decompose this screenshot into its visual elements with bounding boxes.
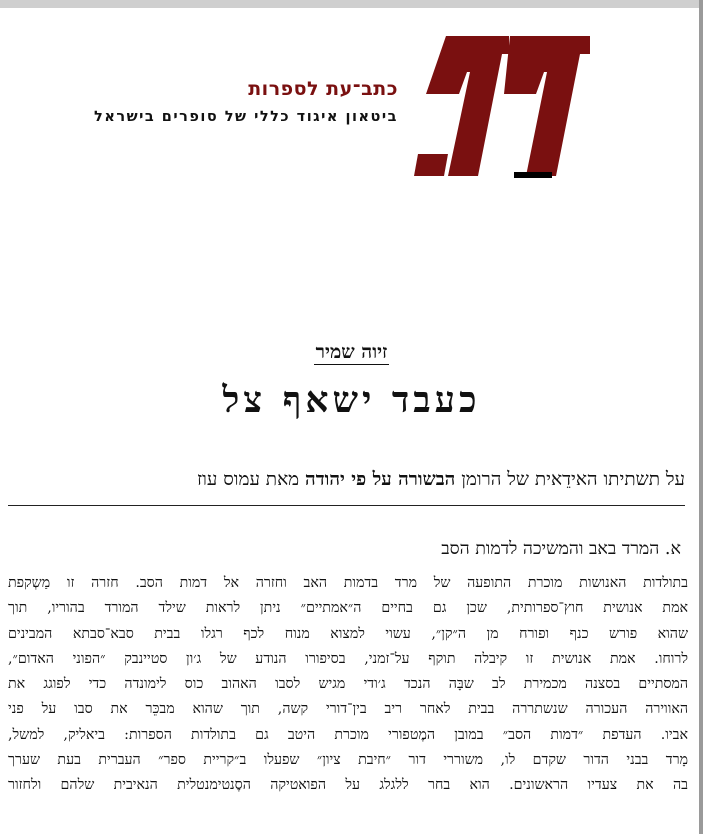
section-heading: א. המרד באב והמשיכה לדמות הסב	[441, 539, 681, 559]
body-line: המסתיים בסצנה מכמירת לב שבָּה הנכד ג׳ודי מגיש לסבו האהוב כוס לימונדה כדי לפוגג את	[8, 676, 688, 693]
divider	[8, 505, 685, 506]
body-line: בה את צעדיו הראשונים. הוא בחר ללגלג על הפואטיקה הסֶנטימנטלית הנאיבית שלהם ולחזור	[8, 777, 688, 794]
brand-subtitle: ביטאון איגוד כללי של סופרים בישראל	[94, 109, 398, 125]
body-line: שהוא פורש כנף ופורח מן ה״קן״, עשוי למצוא מנוח לכף רגלו בבית סבא־סבתא המבינים	[8, 625, 688, 642]
subtitle-book-title: הבשורה על פי יהודה	[305, 469, 456, 490]
body-line: לרוחו. אמת אנושית זו קיבלה תוקף על־זמני, בסיפורו הנודע של ג׳ון סטיינבק ״הפוני האדום״,	[8, 650, 688, 667]
journal-logo-icon	[414, 34, 594, 184]
article-subtitle	[8, 469, 685, 491]
body-line: בתולדות האנושות מוכרת התופעה של מרד בדמות האב וחזרה אל דמות הסב. חזרה זו מַשְקפת	[8, 575, 688, 591]
body-line: אביו. העדפת ״דמות הסב״ במובן המֶטפורי מוכרת היטב גם בתולדות הספרות: ביאליק, למשל,	[8, 726, 688, 743]
brand-title: כתב־עת לספרות	[248, 78, 398, 100]
body-line: האווירה העכורה שנשתררה בבית לאחר ריב בין־דורי קשה, תוך שהוא מבכֵּר את סבו על פני	[8, 701, 688, 718]
article-author	[0, 341, 703, 364]
article-body	[8, 571, 688, 799]
author-name: זיוה שמיר	[315, 341, 388, 363]
body-line: מָרד בבני הדור שקדם לו, משוררי דור ״חיבת ציון״ שפעלו ב״קריית ספר״ העברית בעת שערך	[8, 752, 688, 769]
top-border	[0, 0, 703, 8]
body-line: אמת אנושית חוץ־ספרותית, שכן גם בחיים ה״אמתיים״ ניתן לראות שילד המורד בהוריו, תוך	[8, 600, 688, 617]
subtitle-suffix: מאת עמוס עוז	[196, 469, 300, 490]
subtitle-prefix: על תשתיתו האידֵאית של הרומן	[461, 469, 685, 490]
article-title: כעבד ישאף צל	[222, 379, 481, 421]
